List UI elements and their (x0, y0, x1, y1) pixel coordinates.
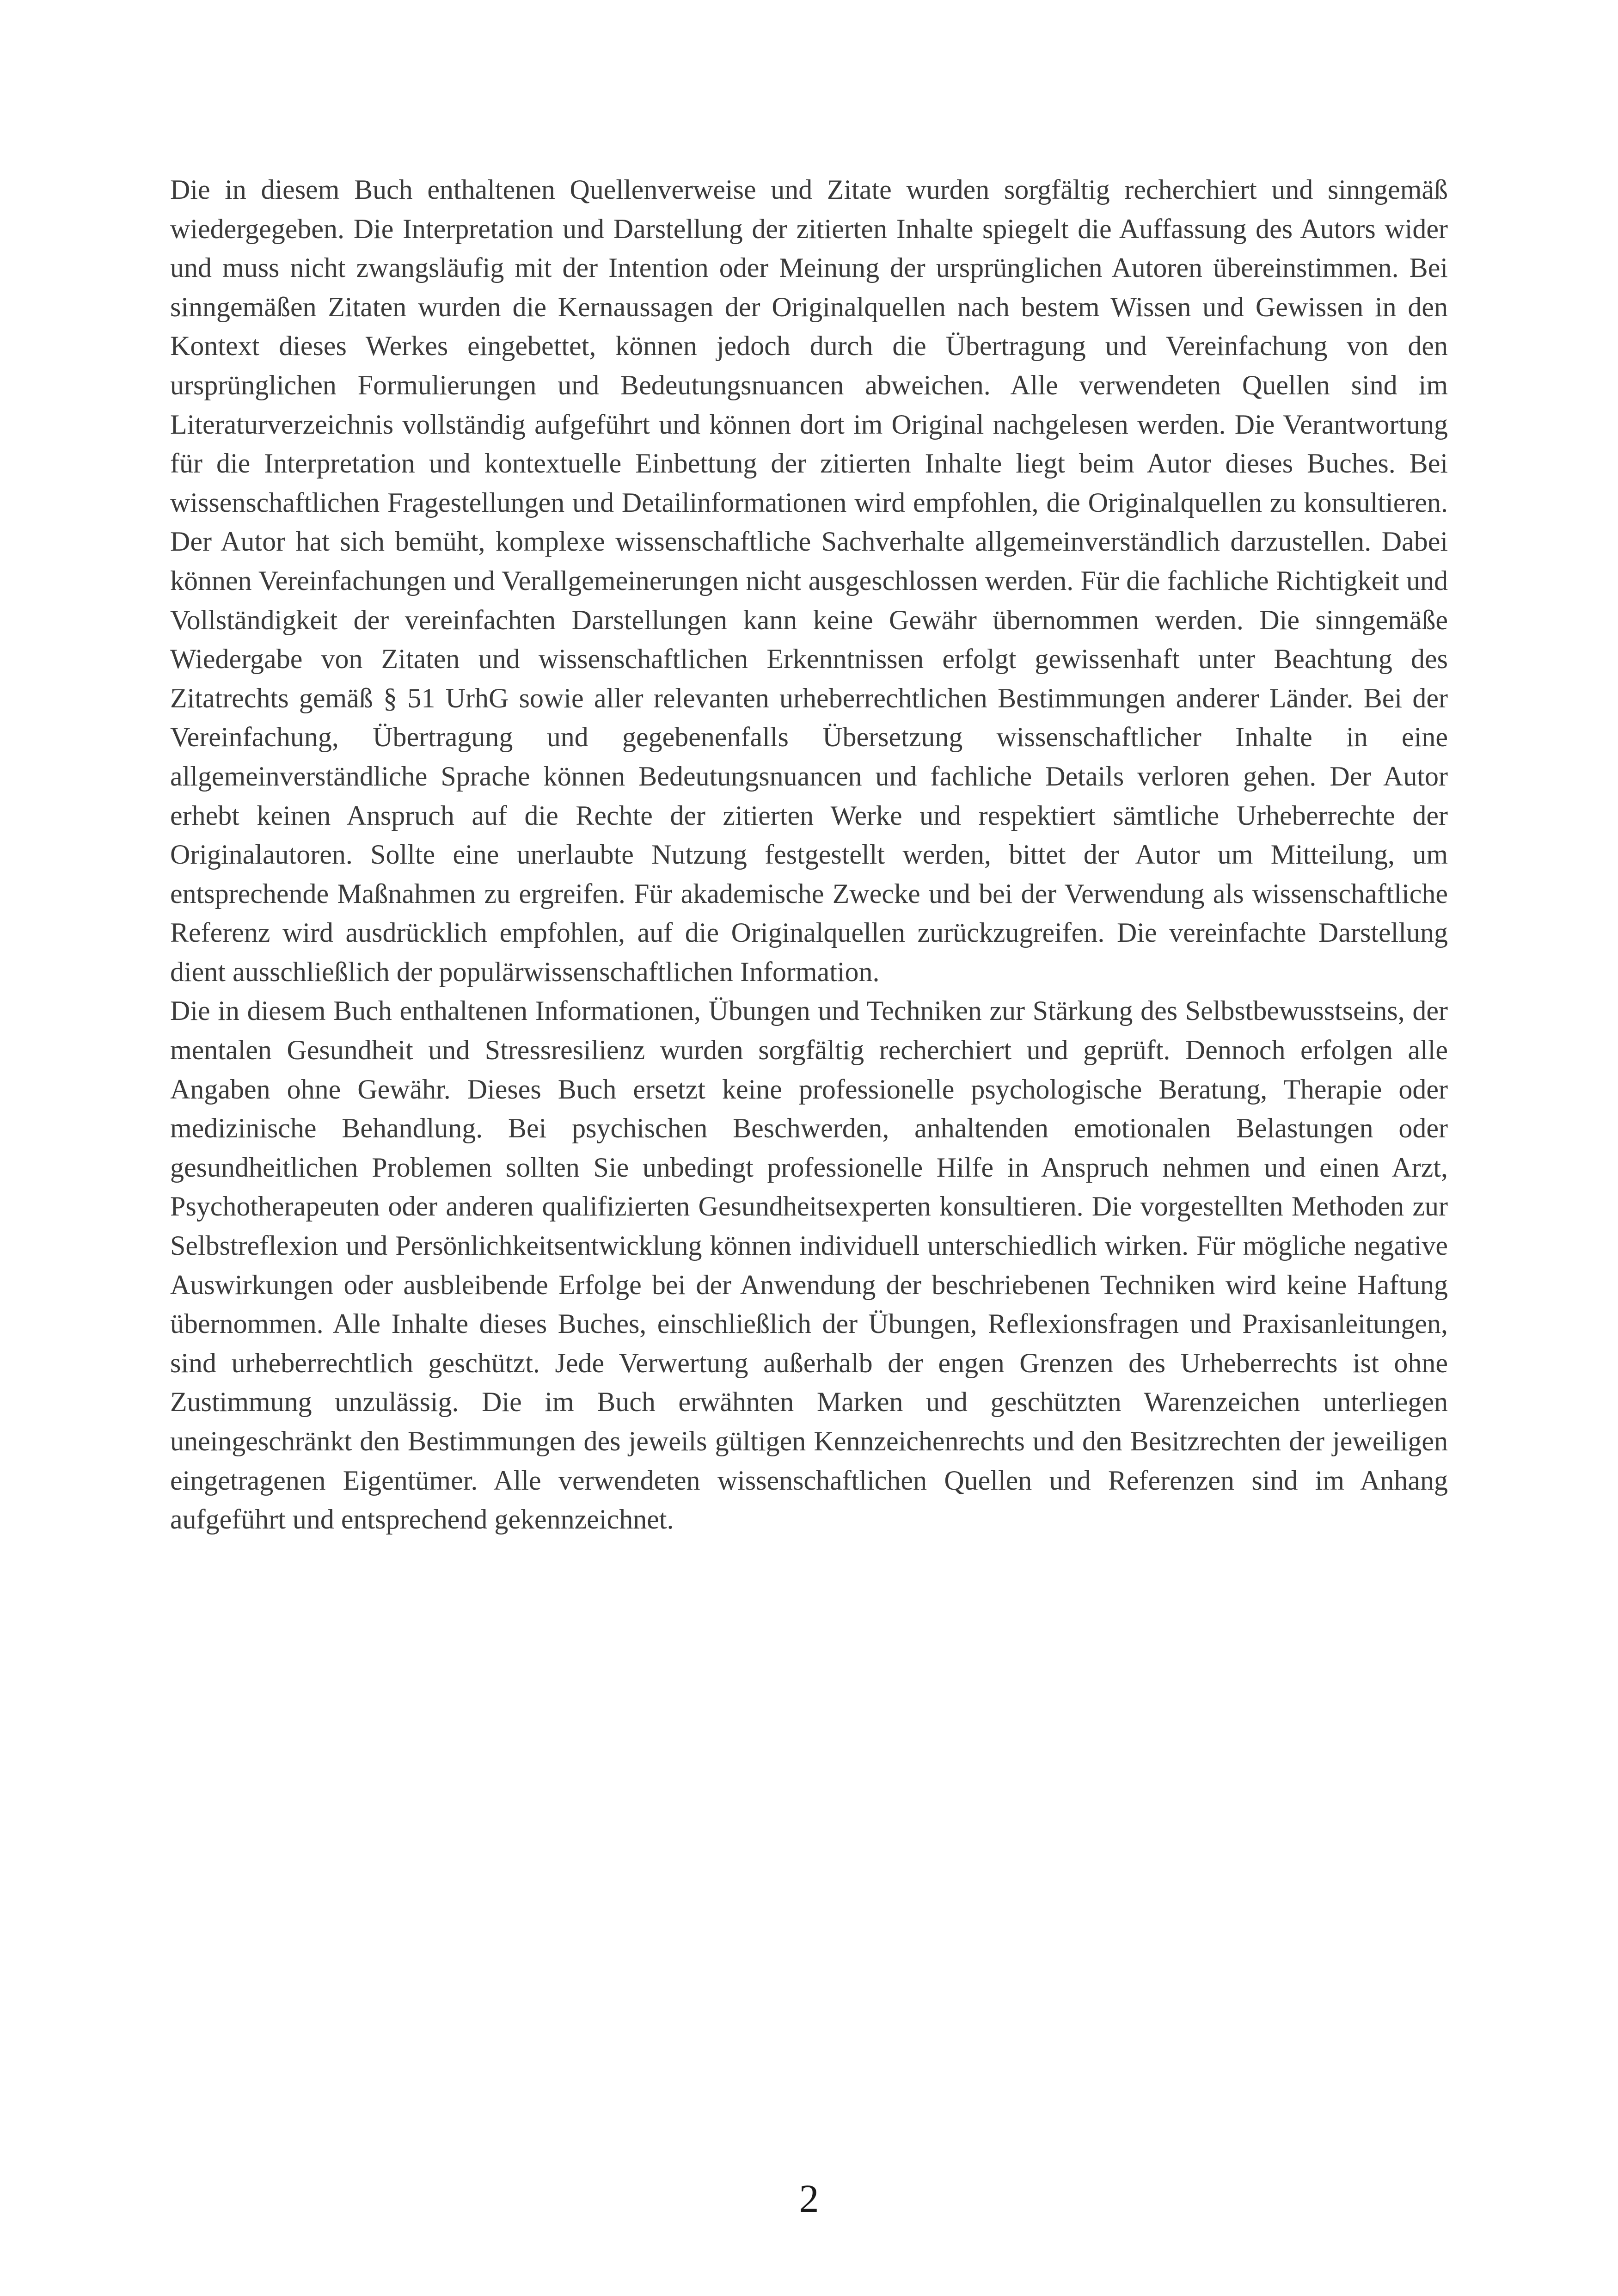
body-text (170, 170, 1448, 1539)
paragraph-liability-disclaimer: Die in diesem Buch enthaltenen Informationen, Übungen und Techniken zur Stärkung des Selbstbewusstseins, der mentalen Gesundheit und Stressresilienz wurden sorgfältig recherchiert und geprüft. Dennoch erfolgen alle Angaben ohne Gewähr. Dieses Buch ersetzt keine professionelle psychologische Beratung, Therapie oder medizinische Behandlung. Bei psychischen Beschwerden, anhaltenden emotionalen Belastungen oder gesundheitlichen Problemen sollten Sie unbedingt professionelle Hilfe in Anspruch nehmen und einen Arzt, Psychotherapeuten oder anderen qualifizierten Gesundheitsexperten konsultieren. Die vorgestellten Methoden zur Selbstreflexion und Persönlichkeitsentwicklung können individuell unterschiedlich wirken. Für mögliche negative Auswirkungen oder ausbleibende Erfolge bei der Anwendung der beschriebenen Techniken wird keine Haftung übernommen. Alle Inhalte dieses Buches, einschließlich der Übungen, Reflexionsfragen und Praxisanleitungen, sind urheberrechtlich geschützt. Jede Verwertung außerhalb der engen Grenzen des Urheberrechts ist ohne Zustimmung unzulässig. Die im Buch erwähnten Marken und geschützten Warenzeichen unterliegen uneingeschränkt den Bestimmungen des jeweils gültigen Kennzeichenrechts und den Besitzrechten der jeweiligen eingetragenen Eigentümer. Alle verwendeten wissenschaftlichen Quellen und Referenzen sind im Anhang aufgeführt und entsprechend gekennzeichnet. (170, 995, 1448, 1535)
paragraph-sources-disclaimer: Die in diesem Buch enthaltenen Quellenverweise und Zitate wurden sorgfältig recherchiert und sinngemäß wiedergegeben. Die Interpretation und Darstellung der zitierten Inhalte spiegelt die Auffassung des Autors wider und muss nicht zwangsläufig mit der Intention oder Meinung der ursprünglichen Autoren übereinstimmen. Bei sinngemäßen Zitaten wurden die Kernaussagen der Originalquellen nach bestem Wissen und Gewissen in den Kontext dieses Werkes eingebettet, können jedoch durch die Übertragung und Vereinfachung von den ursprünglichen Formulierungen und Bedeutungsnuancen abweichen. Alle verwendeten Quellen sind im Literaturverzeichnis vollständig aufgeführt und können dort im Original nachgelesen werden. Die Verantwortung für die Interpretation und kontextuelle Einbettung der zitierten Inhalte liegt beim Autor dieses Buches. Bei wissenschaftlichen Fragestellungen und Detailinformationen wird empfohlen, die Originalquellen zu konsultieren. Der Autor hat sich bemüht, komplexe wissenschaftliche Sachverhalte allgemeinverständlich darzustellen. Dabei können Vereinfachungen und Verallgemeinerungen nicht ausgeschlossen werden. Für die fachliche Richtigkeit und Vollständigkeit der vereinfachten Darstellungen kann keine Gewähr übernommen werden. Die sinngemäße Wiedergabe von Zitaten und wissenschaftlichen Erkenntnissen erfolgt gewissenhaft unter Beachtung des Zitatrechts gemäß § 51 UrhG sowie aller relevanten urheberrechtlichen Bestimmungen anderer Länder. Bei der Vereinfachung, Übertragung und gegebenenfalls Übersetzung wissenschaftlicher Inhalte in eine allgemeinverständliche Sprache können Bedeutungsnuancen und fachliche Details verloren gehen. Der Autor erhebt keinen Anspruch auf die Rechte der zitierten Werke und respektiert sämtliche Urheberrechte der Originalautoren. Sollte eine unerlaubte Nutzung festgestellt werden, bittet der Autor um Mitteilung, um entsprechende Maßnahmen zu ergreifen. Für akademische Zwecke und bei der Verwendung als wissenschaftliche Referenz wird ausdrücklich empfohlen, auf die Originalquellen zurückzugreifen. Die vereinfachte Darstellung dient ausschließlich der populärwissenschaftlichen Information. (170, 174, 1448, 987)
page-number: 2 (799, 2176, 819, 2221)
